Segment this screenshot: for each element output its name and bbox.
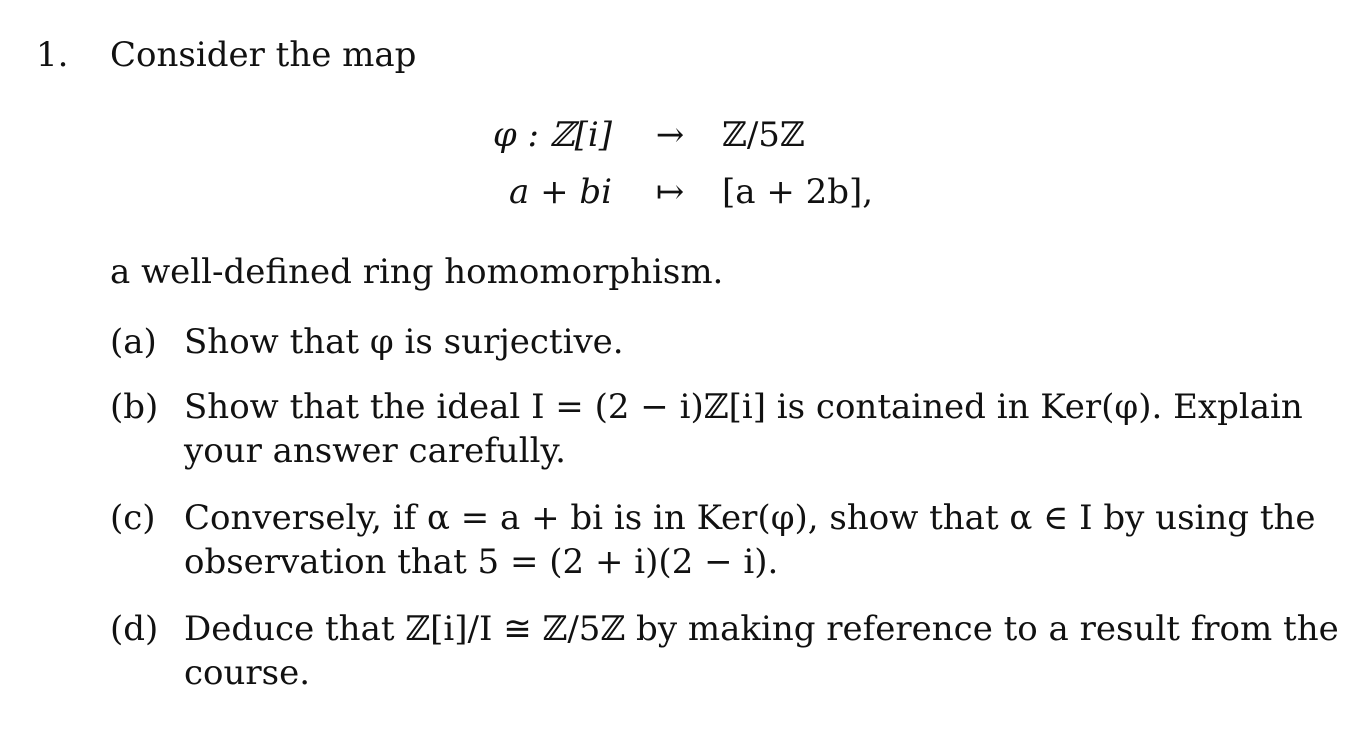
part-d-label: (d) [110,609,159,649]
mapsto-arrow-icon: ↦ [655,172,685,212]
part-a-label: (a) [110,322,157,362]
part-a-line-1: Show that φ is surjective. [184,322,624,362]
map-element: a + bi [508,172,612,212]
part-d-line-1: Deduce that ℤ[i]/I ≅ ℤ/5ℤ by making reference to a result from the [184,609,1339,649]
display-equation-row-1 [0,115,1372,162]
after-display-text: a well-defined ring homomorphism. [110,252,724,292]
question-number: 1. [36,35,69,75]
question-intro: Consider the map [110,35,417,75]
part-b-line-1: Show that the ideal I = (2 − i)ℤ[i] is contained in Ker(φ). Explain [184,387,1303,427]
part-c-line-2: observation that 5 = (2 + i)(2 − i). [184,542,779,582]
map-arrow-icon: → [655,115,685,155]
map-image: [a + 2b], [722,172,874,212]
part-b-line-2: your answer carefully. [184,431,566,471]
part-b-label: (b) [110,387,159,427]
map-codomain: ℤ/5ℤ [722,115,805,155]
display-equation-row-2 [0,172,1372,219]
map-domain: φ : ℤ[i] [492,115,612,155]
part-d-line-2: course. [184,653,311,693]
part-c-line-1: Conversely, if α = a + bi is in Ker(φ), show that α ∈ I by using the [184,498,1316,538]
part-c-label: (c) [110,498,156,538]
